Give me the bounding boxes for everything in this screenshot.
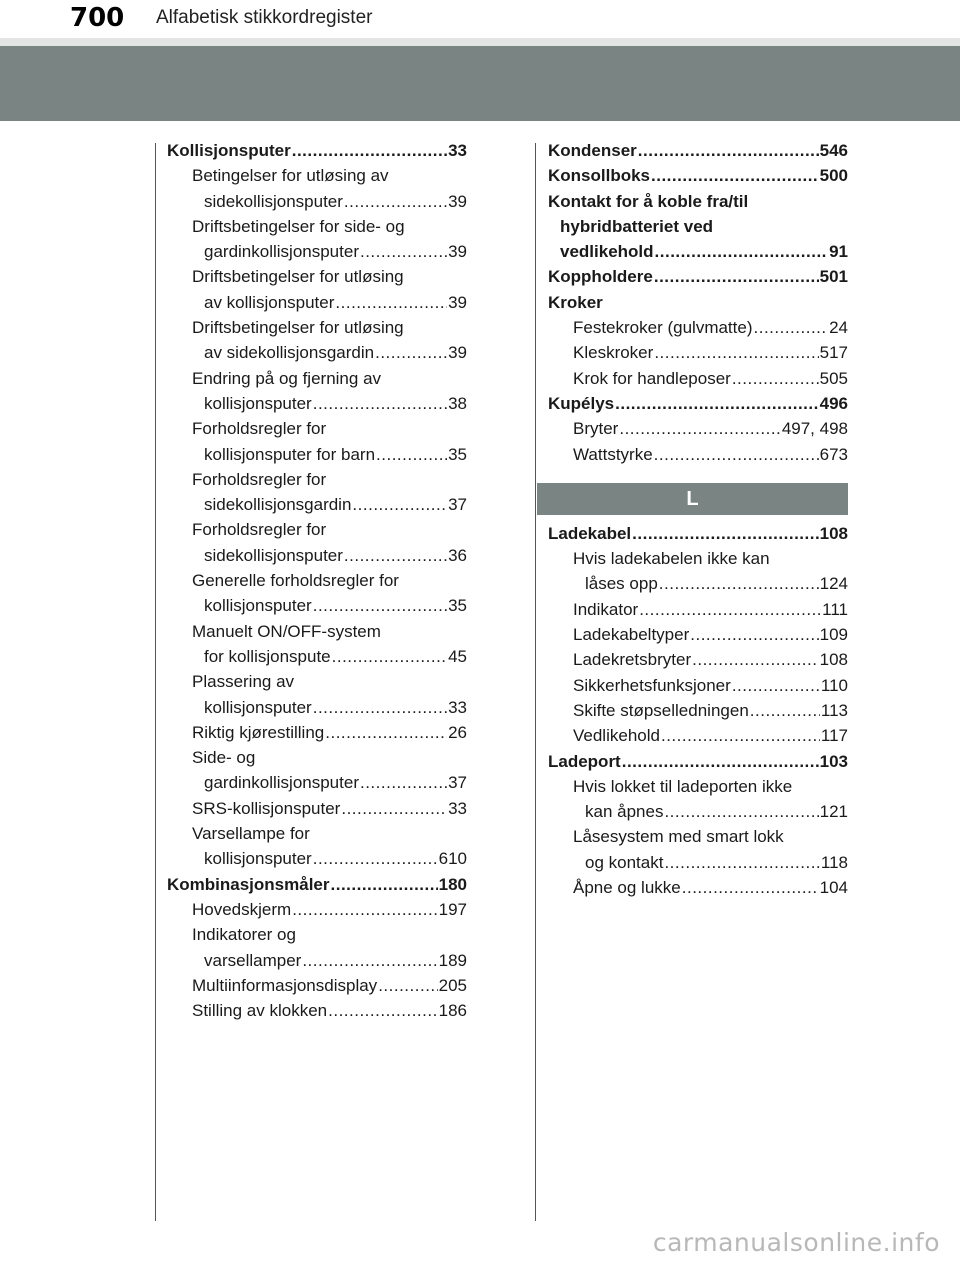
letter-heading: L xyxy=(537,483,848,515)
page-ref: 610 xyxy=(438,849,467,869)
page-ref: 103 xyxy=(819,751,848,771)
page-ref: 35 xyxy=(448,444,467,464)
index-entry xyxy=(548,850,848,875)
entry-text: kan åpnes xyxy=(585,802,664,822)
dot-leader xyxy=(654,340,818,365)
dot-leader xyxy=(654,264,819,289)
page-ref: 35 xyxy=(448,596,467,616)
page-ref: 39 xyxy=(448,242,467,262)
index-group-l xyxy=(548,521,848,900)
index-entry xyxy=(167,391,467,416)
entry-text: Plassering av xyxy=(192,672,295,692)
page-ref: 205 xyxy=(438,975,467,995)
dot-leader xyxy=(360,239,447,264)
page-ref: 36 xyxy=(448,545,467,565)
entry-text: Hvis ladekabelen ikke kan xyxy=(573,549,770,569)
page-ref: 546 xyxy=(819,141,848,160)
index-entry xyxy=(548,416,848,441)
index-entry xyxy=(167,568,467,593)
entry-text: Ladekabel xyxy=(548,523,632,543)
index-entry xyxy=(167,796,467,821)
entry-text: av sidekollisjonsgardin xyxy=(204,343,375,363)
page-ref: 33 xyxy=(448,697,467,717)
index-entry xyxy=(167,239,467,264)
dot-leader xyxy=(619,416,780,441)
index-entry xyxy=(167,442,467,467)
entry-text: Indikator xyxy=(573,599,639,619)
entry-text: kollisjonsputer xyxy=(204,596,312,616)
entry-text: Kondenser xyxy=(548,141,637,160)
entry-text: Vedlikehold xyxy=(573,726,660,746)
index-heading xyxy=(548,391,848,416)
page-ref: 26 xyxy=(448,722,467,742)
dot-leader xyxy=(360,770,447,795)
page-ref: 45 xyxy=(448,646,467,666)
page-ref: 108 xyxy=(819,650,848,670)
entry-text: Festekroker (gulvmatte) xyxy=(573,318,753,338)
dot-leader xyxy=(331,872,438,897)
entry-text: sidekollisjonsgardin xyxy=(204,495,352,515)
entry-text: og kontakt xyxy=(585,852,664,872)
index-entry xyxy=(548,673,848,698)
index-entry xyxy=(167,770,467,795)
entry-text: Åpne og lukke xyxy=(573,878,681,898)
entry-text: Hovedskjerm xyxy=(192,899,292,919)
entry-text: Indikatorer og xyxy=(192,925,296,945)
page-ref: 91 xyxy=(829,242,848,262)
dot-leader xyxy=(690,622,818,647)
page-ref: 517 xyxy=(819,343,848,363)
dot-leader xyxy=(302,948,437,973)
entry-text: Kombinasjonsmåler xyxy=(167,874,330,894)
page-ref: 24 xyxy=(829,318,848,338)
entry-text: Riktig kjørestilling xyxy=(192,722,325,742)
entry-text: Kleskroker xyxy=(573,343,654,363)
dot-leader xyxy=(754,315,829,340)
dot-leader xyxy=(335,290,447,315)
section-title: Alfabetisk stikkordregister xyxy=(156,7,373,28)
page-header xyxy=(0,0,960,38)
entry-text: Generelle forholdsregler for xyxy=(192,571,399,591)
entry-text: kollisjonsputer for barn xyxy=(204,444,376,464)
index-entry xyxy=(548,340,848,365)
entry-text: kollisjonsputer xyxy=(204,697,312,717)
entry-text: vedlikehold xyxy=(560,242,654,262)
index-entry xyxy=(167,517,467,542)
dot-leader xyxy=(344,543,447,568)
dot-leader xyxy=(376,442,447,467)
entry-text: kollisjonsputer xyxy=(204,393,312,413)
index-entry xyxy=(167,492,467,517)
entry-text: Kroker xyxy=(548,292,603,312)
index-entry xyxy=(548,824,848,849)
index-entry xyxy=(548,647,848,672)
entry-text: Stilling av klokken xyxy=(192,1001,328,1021)
dot-leader xyxy=(622,749,819,774)
dot-leader xyxy=(313,593,447,618)
dot-leader xyxy=(292,138,447,163)
page-ref: 117 xyxy=(820,726,848,746)
index-entry xyxy=(167,720,467,745)
entry-text: Driftsbetingelser for utløsing xyxy=(192,318,404,338)
index-entry xyxy=(167,644,467,669)
index-entry xyxy=(548,723,848,748)
page-ref: 505 xyxy=(819,368,848,388)
entry-text: Wattstyrke xyxy=(573,444,653,464)
dot-leader xyxy=(732,366,819,391)
dot-leader xyxy=(664,799,818,824)
entry-text: Bryter xyxy=(573,419,619,439)
index-heading xyxy=(548,749,848,774)
entry-text: for kollisjonspute xyxy=(204,646,331,666)
page-ref: 113 xyxy=(820,700,848,720)
page-ref: 37 xyxy=(448,495,467,515)
index-entry xyxy=(167,948,467,973)
dot-leader xyxy=(654,442,819,467)
entry-text: Forholdsregler for xyxy=(192,469,327,489)
dot-leader xyxy=(638,138,819,163)
index-heading xyxy=(167,872,467,897)
entry-text: Sikkerhetsfunksjoner xyxy=(573,675,731,695)
index-entry xyxy=(167,264,467,289)
index-entry xyxy=(167,846,467,871)
entry-text: av kollisjonsputer xyxy=(204,292,335,312)
page-ref: 124 xyxy=(819,574,848,594)
dot-leader xyxy=(659,571,819,596)
dot-leader xyxy=(292,897,437,922)
dot-leader xyxy=(655,239,829,264)
page-ref: 33 xyxy=(448,798,467,818)
page-ref: 108 xyxy=(819,523,848,543)
right-column-rule xyxy=(535,143,536,1221)
index-entry xyxy=(167,619,467,644)
dot-leader xyxy=(615,391,818,416)
index-entry xyxy=(167,340,467,365)
dot-leader xyxy=(682,875,819,900)
index-entry xyxy=(548,442,848,467)
entry-text: Kontakt for å koble fra/til xyxy=(548,191,749,211)
page-number: 700 xyxy=(70,3,125,33)
header-band xyxy=(0,46,960,121)
page-ref: 39 xyxy=(448,343,467,363)
entry-text: Kupélys xyxy=(548,393,615,413)
index-entry xyxy=(167,543,467,568)
page-ref: 39 xyxy=(448,191,467,211)
index-entry xyxy=(548,366,848,391)
dot-leader xyxy=(732,673,820,698)
entry-text: Hvis lokket til ladeporten ikke xyxy=(573,776,793,796)
index-entry xyxy=(167,593,467,618)
entry-text: Manuelt ON/OFF-system xyxy=(192,621,381,641)
index-entry xyxy=(167,973,467,998)
index-entry xyxy=(548,239,848,264)
dot-leader xyxy=(332,644,447,669)
entry-text: hybridbatteriet ved xyxy=(560,216,714,236)
entry-text: Ladekretsbryter xyxy=(573,650,692,670)
entry-text: Forholdsregler for xyxy=(192,419,327,439)
entry-text: Koppholdere xyxy=(548,267,653,287)
index-entry xyxy=(167,745,467,770)
index-heading xyxy=(548,138,848,163)
index-entry xyxy=(548,875,848,900)
page-ref: 189 xyxy=(438,950,467,970)
entry-text: Konsollboks xyxy=(548,166,651,186)
dot-leader xyxy=(378,973,437,998)
index-entry xyxy=(548,597,848,622)
index-entry xyxy=(167,998,467,1023)
page-ref: 109 xyxy=(819,625,848,645)
page-ref: 104 xyxy=(819,878,848,898)
index-heading xyxy=(548,163,848,188)
index-entry xyxy=(167,821,467,846)
index-heading xyxy=(548,290,848,315)
entry-text: Driftsbetingelser for utløsing xyxy=(192,267,404,287)
index-heading xyxy=(548,189,848,214)
index-entry xyxy=(167,669,467,694)
dot-leader xyxy=(750,698,820,723)
index-entry xyxy=(548,315,848,340)
page-ref: 38 xyxy=(448,393,467,413)
watermark: carmanualsonline.info xyxy=(652,1228,940,1257)
page-ref: 673 xyxy=(819,444,848,464)
dot-leader xyxy=(313,695,447,720)
dot-leader xyxy=(375,340,447,365)
entry-text: sidekollisjonsputer xyxy=(204,191,343,211)
index-entry xyxy=(167,366,467,391)
index-entry xyxy=(167,189,467,214)
index-entry xyxy=(548,774,848,799)
entry-text: Forholdsregler for xyxy=(192,520,327,540)
entry-text: Varsellampe for xyxy=(192,824,310,844)
entry-text: Side- og xyxy=(192,748,256,768)
entry-text: Driftsbetingelser for side- og xyxy=(192,216,405,236)
dot-leader xyxy=(313,391,447,416)
entry-text: Ladekabeltyper xyxy=(573,625,690,645)
index-column-left xyxy=(167,138,467,1023)
dot-leader xyxy=(344,189,447,214)
header-rule xyxy=(0,38,960,46)
index-entry xyxy=(548,546,848,571)
page-ref: 111 xyxy=(822,599,848,619)
index-entry xyxy=(548,571,848,596)
entry-text: varsellamper xyxy=(204,950,302,970)
dot-leader xyxy=(639,597,821,622)
index-entry xyxy=(167,922,467,947)
page-ref: 33 xyxy=(448,141,467,160)
page-ref: 197 xyxy=(438,899,467,919)
entry-text: gardinkollisjonsputer xyxy=(204,773,359,793)
index-column-right xyxy=(548,138,848,900)
page-ref: 37 xyxy=(448,773,467,793)
index-entry xyxy=(167,695,467,720)
index-heading xyxy=(548,264,848,289)
dot-leader xyxy=(328,998,438,1023)
page-ref: 110 xyxy=(820,675,848,695)
index-group-k xyxy=(548,138,848,467)
dot-leader xyxy=(651,163,819,188)
index-entry xyxy=(548,214,848,239)
dot-leader xyxy=(632,521,818,546)
dot-leader xyxy=(313,846,438,871)
entry-text: gardinkollisjonsputer xyxy=(204,242,359,262)
page-ref: 186 xyxy=(438,1001,467,1021)
entry-text: Kollisjonsputer xyxy=(167,141,291,160)
index-heading xyxy=(167,138,467,163)
dot-leader xyxy=(325,720,447,745)
index-entry xyxy=(167,315,467,340)
index-entry xyxy=(167,290,467,315)
index-heading xyxy=(548,521,848,546)
index-entry xyxy=(548,799,848,824)
index-entry xyxy=(167,214,467,239)
page-ref: 180 xyxy=(438,874,467,894)
page-ref: 496 xyxy=(819,393,848,413)
left-column-rule xyxy=(155,143,156,1221)
page-ref: 501 xyxy=(819,267,848,287)
index-entry xyxy=(167,467,467,492)
dot-leader xyxy=(341,796,447,821)
entry-text: kollisjonsputer xyxy=(204,849,312,869)
entry-text: låses opp xyxy=(585,574,658,594)
index-entry xyxy=(167,416,467,441)
dot-leader xyxy=(692,647,819,672)
entry-text: Multiinformasjonsdisplay xyxy=(192,975,378,995)
index-entry xyxy=(167,163,467,188)
page-ref: 118 xyxy=(820,852,848,872)
index-entry xyxy=(548,622,848,647)
dot-leader xyxy=(661,723,820,748)
entry-text: Låsesystem med smart lokk xyxy=(573,827,784,847)
page-ref: 500 xyxy=(819,166,848,186)
dot-leader xyxy=(664,850,819,875)
entry-text: Betingelser for utløsing av xyxy=(192,166,389,186)
entry-text: Skifte støpselledningen xyxy=(573,700,749,720)
page-ref: 39 xyxy=(448,292,467,312)
entry-text: sidekollisjonsputer xyxy=(204,545,343,565)
entry-text: Krok for handleposer xyxy=(573,368,731,388)
entry-text: Ladeport xyxy=(548,751,621,771)
page-ref: 121 xyxy=(819,802,848,822)
index-entry xyxy=(548,698,848,723)
entry-text: Endring på og fjerning av xyxy=(192,368,382,388)
entry-text: SRS-kollisjonsputer xyxy=(192,798,341,818)
index-entry xyxy=(167,897,467,922)
dot-leader xyxy=(352,492,447,517)
page-ref: 497, 498 xyxy=(781,419,848,439)
